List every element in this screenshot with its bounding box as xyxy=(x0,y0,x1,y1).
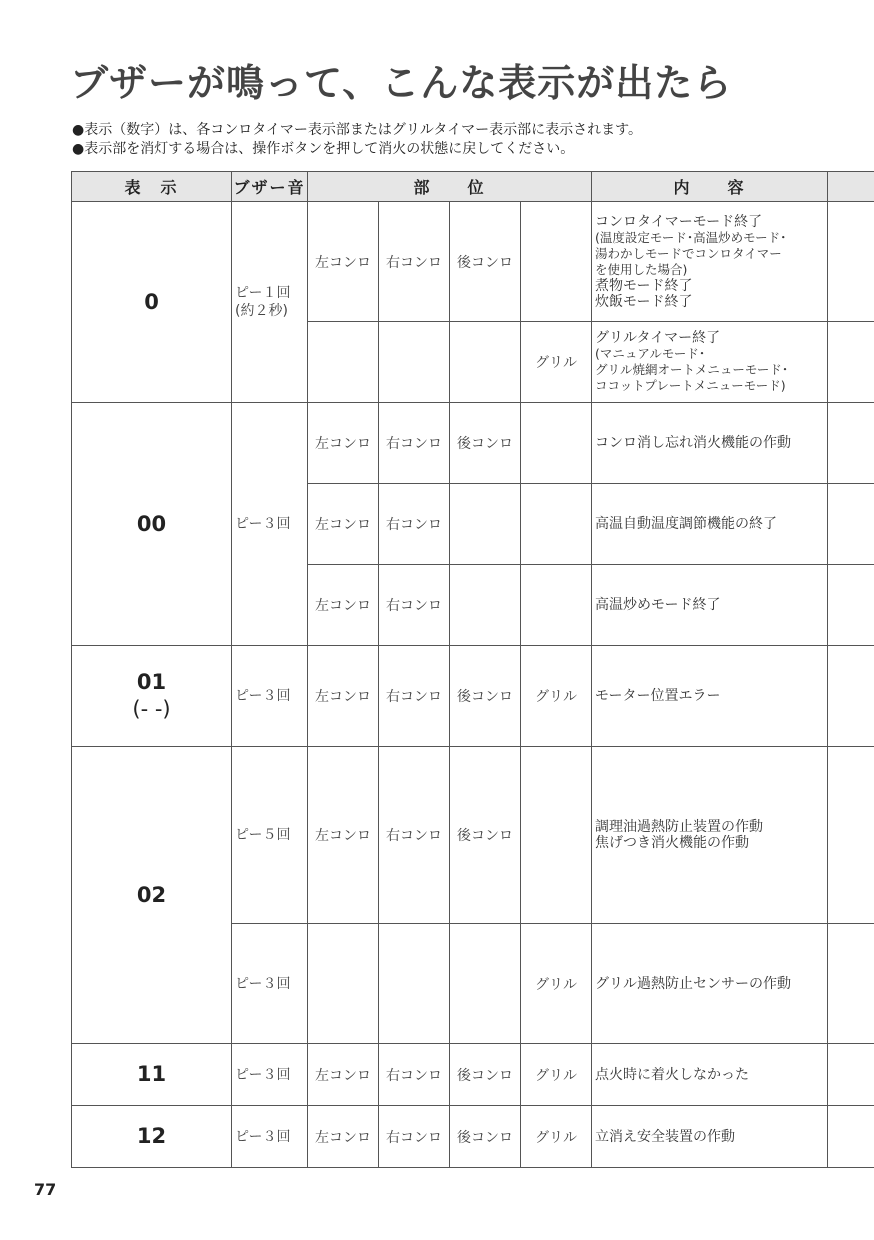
extra-cell xyxy=(828,565,874,646)
note-item: ●表示部を消灯する場合は、操作ボタンを押して消火の状態に戻してください。 xyxy=(72,141,575,157)
buzzer-sound: ピー３回 xyxy=(232,1106,308,1168)
part-left: 左コンロ xyxy=(308,1044,379,1106)
part-empty xyxy=(450,484,521,565)
extra-cell xyxy=(828,646,874,747)
part-right: 右コンロ xyxy=(379,484,450,565)
part-back: 後コンロ xyxy=(450,646,521,747)
part-left: 左コンロ xyxy=(308,1106,379,1168)
description: コンロタイマーモード終了 (温度設定モード･高温炒めモード･ 湯わかしモードでコンロタイマー を使用した場合) 煮物モード終了 炊飯モード終了 xyxy=(592,202,828,322)
part-empty xyxy=(450,322,521,403)
part-empty xyxy=(521,484,592,565)
part-empty xyxy=(521,403,592,484)
part-right: 右コンロ xyxy=(379,403,450,484)
description: 調理油過熱防止装置の作動 焦げつき消火機能の作動 xyxy=(592,747,828,924)
page-title: ブザーが鳴って、こんな表示が出たら xyxy=(70,61,733,105)
part-left: 左コンロ xyxy=(308,646,379,747)
part-back: 後コンロ xyxy=(450,1106,521,1168)
part-back: 後コンロ xyxy=(450,202,521,322)
buzzer-sound: ピー３回 xyxy=(232,403,308,646)
display-code: 11 xyxy=(72,1044,232,1106)
part-left: 左コンロ xyxy=(308,403,379,484)
part-back: 後コンロ xyxy=(450,1044,521,1106)
description: グリルタイマー終了 (マニュアルモード･ グリル焼網オートメニューモード･ ココットプレートメニューモード) xyxy=(592,322,828,403)
display-code: 0 xyxy=(72,202,232,403)
header-buzzer: ブザー音 xyxy=(232,172,308,202)
header-part: 部 位 xyxy=(308,172,592,202)
part-grill: グリル xyxy=(521,1106,592,1168)
display-code: 00 xyxy=(72,403,232,646)
extra-cell xyxy=(828,322,874,403)
table-row xyxy=(72,747,874,924)
description: 立消え安全装置の作動 xyxy=(592,1106,828,1168)
part-left: 左コンロ xyxy=(308,565,379,646)
part-right: 右コンロ xyxy=(379,565,450,646)
header-content: 内 容 xyxy=(592,172,828,202)
display-code: 12 xyxy=(72,1106,232,1168)
description: 点火時に着火しなかった xyxy=(592,1044,828,1106)
extra-cell xyxy=(828,924,874,1044)
part-right: 右コンロ xyxy=(379,1044,450,1106)
extra-cell xyxy=(828,747,874,924)
header-extra xyxy=(828,172,874,202)
extra-cell xyxy=(828,1106,874,1168)
table-row xyxy=(72,403,874,484)
part-back: 後コンロ xyxy=(450,747,521,924)
part-empty xyxy=(379,924,450,1044)
part-empty xyxy=(450,924,521,1044)
notes xyxy=(72,121,642,159)
extra-cell xyxy=(828,484,874,565)
table-header xyxy=(72,172,874,202)
header-display: 表 示 xyxy=(72,172,232,202)
display-code: 01 (- -) xyxy=(72,646,232,747)
part-empty xyxy=(308,322,379,403)
page-number: 77 xyxy=(34,1180,57,1199)
buzzer-sound: ピー３回 xyxy=(232,924,308,1044)
part-left: 左コンロ xyxy=(308,747,379,924)
description: 高温炒めモード終了 xyxy=(592,565,828,646)
extra-cell xyxy=(828,403,874,484)
part-back: 後コンロ xyxy=(450,403,521,484)
table-row xyxy=(72,1106,874,1168)
description: 高温自動温度調節機能の終了 xyxy=(592,484,828,565)
part-right: 右コンロ xyxy=(379,1106,450,1168)
part-right: 右コンロ xyxy=(379,747,450,924)
part-grill: グリル xyxy=(521,322,592,403)
part-left: 左コンロ xyxy=(308,202,379,322)
buzzer-sound: ピー１回 (約２秒) xyxy=(232,202,308,403)
description: コンロ消し忘れ消火機能の作動 xyxy=(592,403,828,484)
part-empty xyxy=(521,202,592,322)
buzzer-sound: ピー３回 xyxy=(232,646,308,747)
part-empty xyxy=(379,322,450,403)
part-grill: グリル xyxy=(521,1044,592,1106)
part-empty xyxy=(308,924,379,1044)
part-right: 右コンロ xyxy=(379,646,450,747)
description: モーター位置エラー xyxy=(592,646,828,747)
part-left: 左コンロ xyxy=(308,484,379,565)
buzzer-sound: ピー３回 xyxy=(232,1044,308,1106)
part-grill: グリル xyxy=(521,646,592,747)
table-row xyxy=(72,1044,874,1106)
table-row xyxy=(72,202,874,322)
part-grill: グリル xyxy=(521,924,592,1044)
table-row xyxy=(72,646,874,747)
note-item: ●表示（数字）は、各コンロタイマー表示部またはグリルタイマー表示部に表示されます。 xyxy=(72,122,642,138)
display-code: 02 xyxy=(72,747,232,1044)
part-empty xyxy=(450,565,521,646)
buzzer-sound: ピー５回 xyxy=(232,747,308,924)
part-empty xyxy=(521,565,592,646)
extra-cell xyxy=(828,202,874,322)
part-empty xyxy=(521,747,592,924)
buzzer-display-table xyxy=(71,171,874,1168)
part-right: 右コンロ xyxy=(379,202,450,322)
description: グリル過熱防止センサーの作動 xyxy=(592,924,828,1044)
extra-cell xyxy=(828,1044,874,1106)
